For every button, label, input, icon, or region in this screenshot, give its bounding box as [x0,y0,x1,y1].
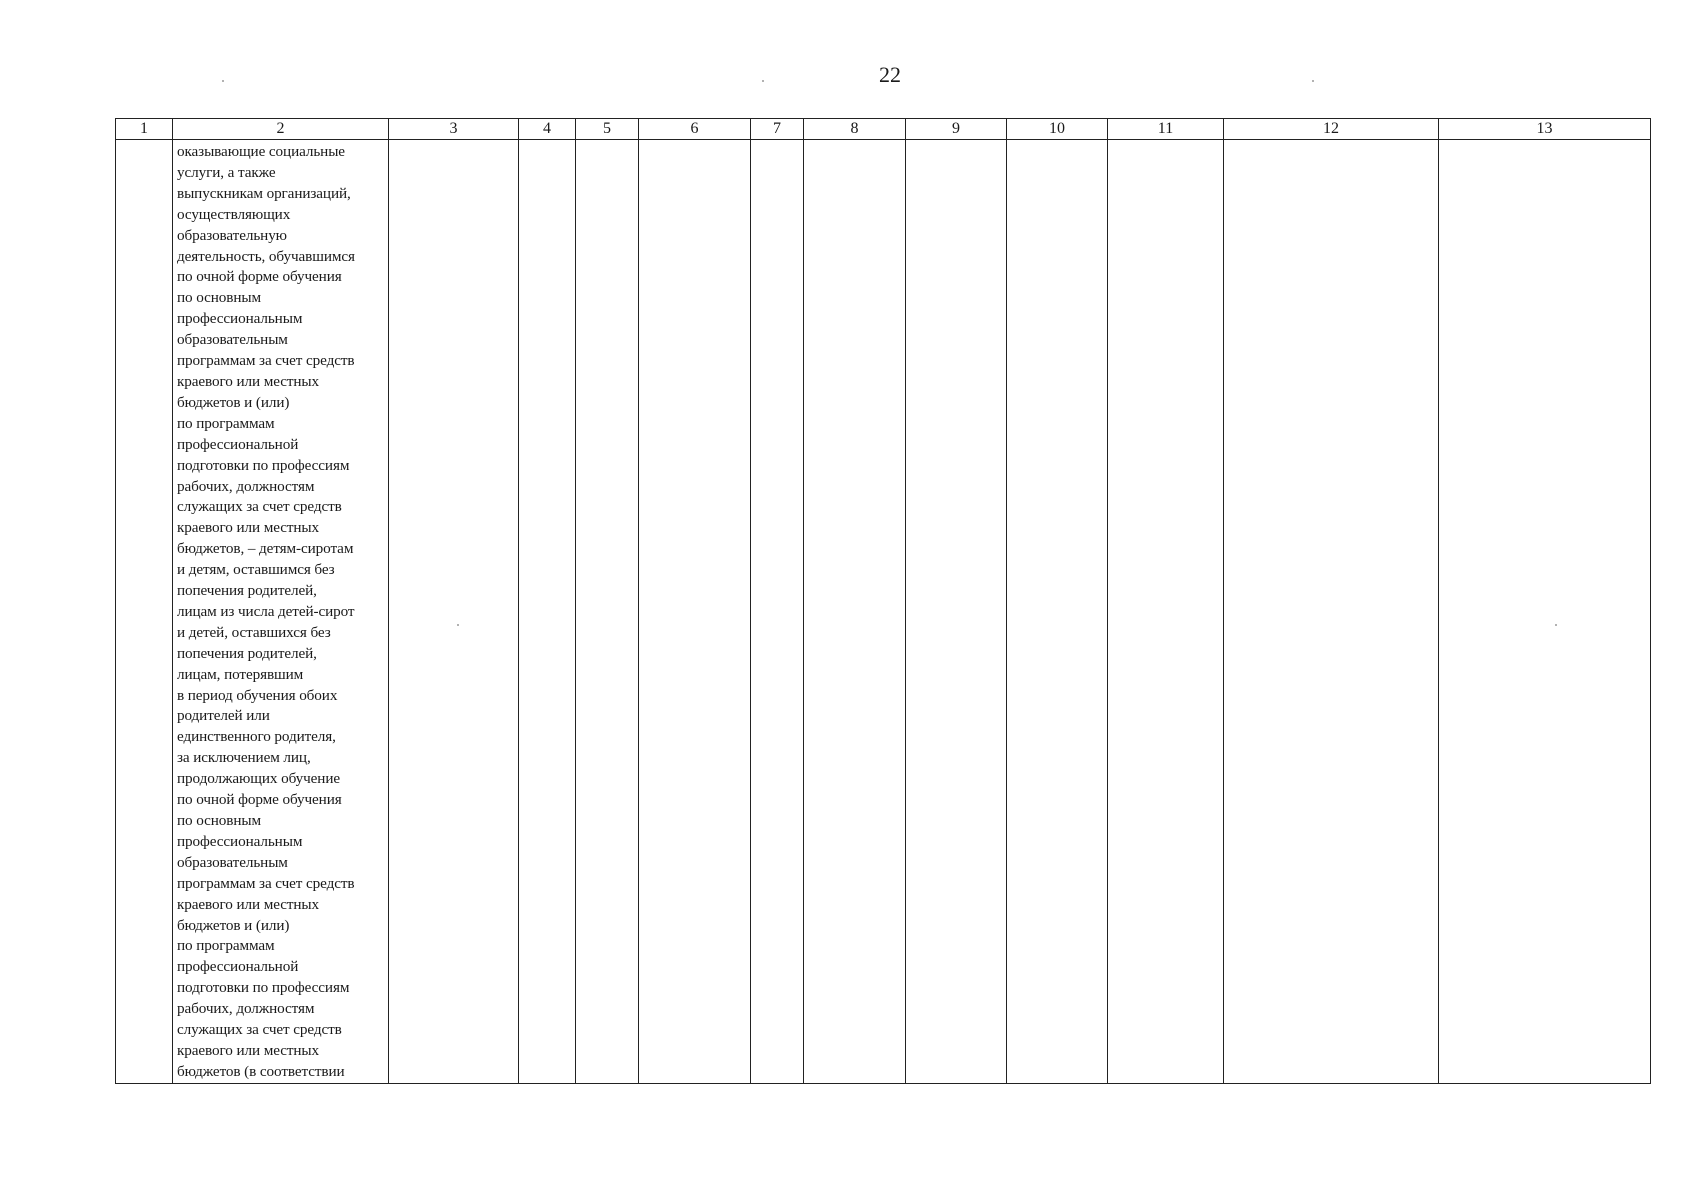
table-cell [906,140,1007,1084]
table-cell-description [173,140,389,1084]
table-cell [1439,140,1651,1084]
column-number-row [116,119,1651,140]
scan-speck [1312,80,1314,82]
column-header: 2 [173,119,389,140]
table-cell [1108,140,1224,1084]
table-cell [389,140,519,1084]
table-cell [1007,140,1108,1084]
table-row [116,140,1651,1084]
table-cell [751,140,804,1084]
table-cell [1224,140,1439,1084]
scan-speck [762,80,764,82]
column-header: 5 [576,119,639,140]
column-header: 7 [751,119,804,140]
table-cell [804,140,906,1084]
table-cell [576,140,639,1084]
column-header: 13 [1439,119,1651,140]
column-header: 4 [519,119,576,140]
column-header: 6 [639,119,751,140]
data-table [115,118,1651,1084]
column-header: 3 [389,119,519,140]
column-header: 10 [1007,119,1108,140]
column-header: 1 [116,119,173,140]
column-header: 8 [804,119,906,140]
column-header: 11 [1108,119,1224,140]
table-cell [116,140,173,1084]
column-header: 9 [906,119,1007,140]
description-text: оказывающие социальные услуги, а также выпускникам организаций, осуществляющих образовательную деятельность, обучавшимся по очной форме обучения по основным профессиональным образовательным программам за счет средств краевого или местных бюджетов и (или) по программам профессиональной подготовки по профессиям рабочих, должностям служащих за счет средств краевого или местных бюджетов, – детям-сиротам и детям, оставшимся без попечения родителей, лицам из числа детей-сирот и детей, оставшихся без попечения родителей, лицам, потерявшим в период обучения обоих родителей или единственного родителя, за исключением лиц, продолжающих обучение по очной форме обучения по основным профессиональным образовательным программам за счет средств краевого или местных бюджетов и (или) по программам профессиональной подготовки по профессиям рабочих, должностям служащих за счет средств краевого или местных бюджетов (в соответствии [177,143,355,1080]
column-header: 12 [1224,119,1439,140]
table-cell [519,140,576,1084]
table-cell [639,140,751,1084]
scan-speck [222,80,224,82]
page-number: 22 [879,62,901,87]
